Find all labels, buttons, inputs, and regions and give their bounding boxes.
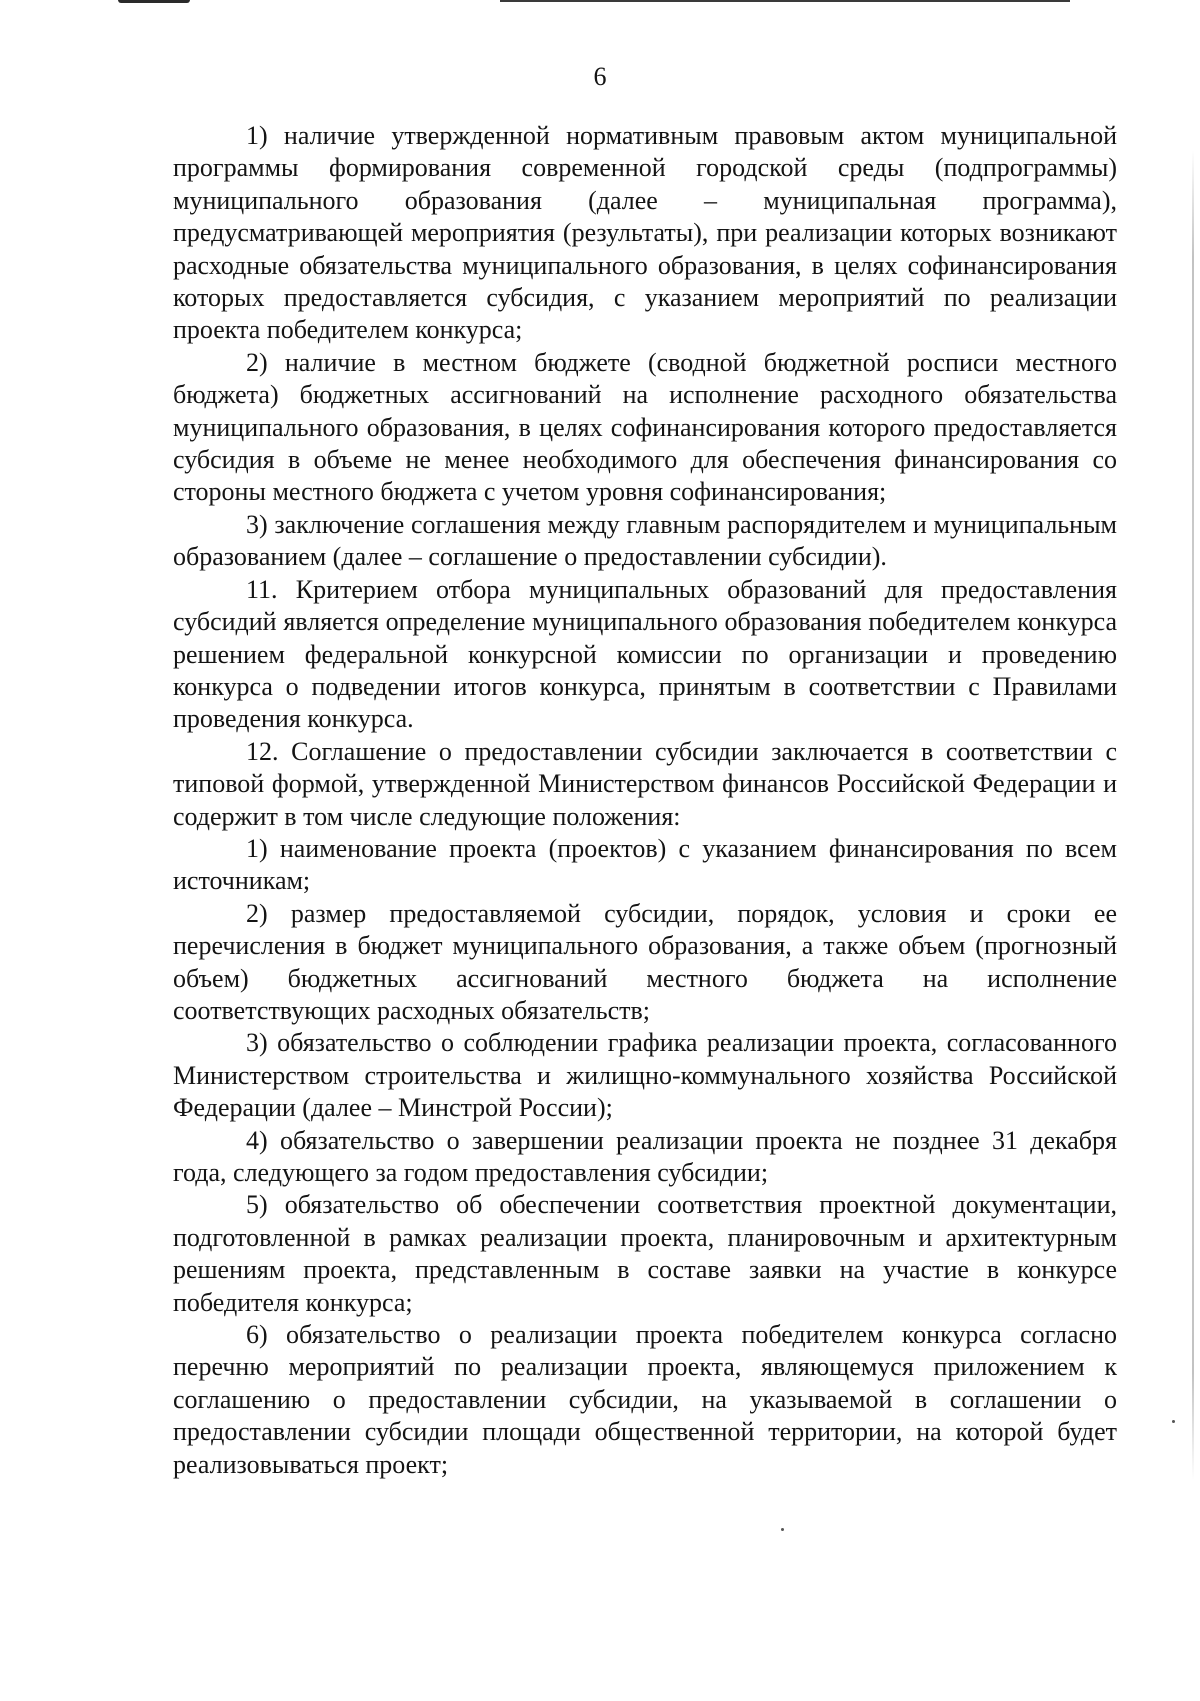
paragraph-12-6-implementation: 6) обязательство о реализации проекта победителем конкурса согласно перечню мероприятий по реализации проекта, являющемуся приложением к соглашению о предоставлении субсидии, на указываемой в соглашении о предоставлении субсидии площади общественной территории, на которой будет реализовываться проект; <box>173 1320 1117 1479</box>
document-body <box>173 120 1117 1481</box>
paragraph-12-5-documentation: 5) обязательство об обеспечении соответствия проектной документации, подготовленной в рамках реализации проекта, планировочным и архитектурным решениям проекта, представленным в составе заявки на участие в конкурсе победителя конкурса; <box>173 1190 1117 1317</box>
scan-edge-top <box>0 0 1200 6</box>
paragraph-12-3-schedule: 3) обязательство о соблюдении графика реализации проекта, согласованного Министерством строительства и жилищно-коммунального хозяйства Российской Федерации (далее – Минстрой России); <box>173 1028 1117 1123</box>
paragraph-3-agreement: 3) заключение соглашения между главным распорядителем и муниципальным образованием (далее – соглашение о предоставлении субсидии). <box>173 509 1117 572</box>
paragraph-12-4-completion: 4) обязательство о завершении реализации проекта не позднее 31 декабря года, следующего за годом предоставления субсидии; <box>173 1125 1117 1187</box>
paragraph-2-budget: 2) наличие в местном бюджете (сводной бюджетной росписи местного бюджета) бюджетных ассигнований на исполнение расходного обязательства муниципального образования, в целях софинансирования которого предоставляется субсидия в объеме не менее необходимого для обеспечения финансирования со стороны местного бюджета с учетом уровня софинансирования; <box>173 347 1117 507</box>
scan-speck <box>781 1528 784 1531</box>
paragraph-11-criterion: 11. Критерием отбора муниципальных образований для предоставления субсидий является определение муниципального образования победителем конкурса решением федеральной конкурсной комиссии по организации и проведению конкурса о подведении итогов конкурса, принятым в соответствии с Правилами проведения конкурса. <box>173 574 1117 734</box>
scan-mark <box>118 0 190 3</box>
paragraph-12-2-subsidy-size: 2) размер предоставляемой субсидии, порядок, условия и сроки ее перечисления в бюджет муниципального образования, а также объем (прогнозный объем) бюджетных ассигнований местного бюджета на исполнение соответствующих расходных обязательств; <box>173 898 1117 1025</box>
scan-edge-right <box>1192 150 1194 1480</box>
paragraph-12-1-project-name: 1) наименование проекта (проектов) с указанием финансирования по всем источникам; <box>173 833 1117 896</box>
paragraph-1-program: 1) наличие утвержденной нормативным правовым актом муниципальной программы формирования современной городской среды (подпрограммы) муниципального образования (далее – муниципальная программа), предусматривающей мероприятия (результаты), при реализации которых возникают расходные обязательства муниципального образования, в целях софинансирования которых предоставляется субсидия, с указанием мероприятий по реализации проекта победителем конкурса; <box>173 121 1117 345</box>
paragraph-12-agreement-terms: 12. Соглашение о предоставлении субсидии заключается в соответствии с типовой формой, утвержденной Министерством финансов Российской Федерации и содержит в том числе следующие положения: <box>173 736 1117 831</box>
scan-speck <box>1172 1420 1175 1423</box>
page-number: 6 <box>593 62 607 91</box>
scan-mark <box>500 0 1070 2</box>
